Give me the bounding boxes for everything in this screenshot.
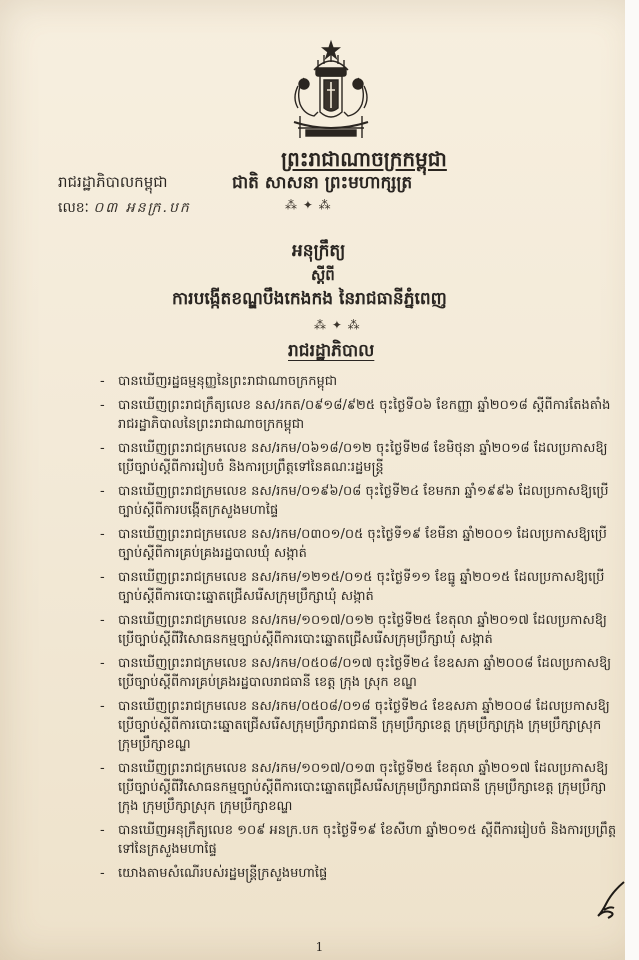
list-item: - បានឃើញព្រះរាជក្រឹត្យលេខ នស/រកត/០៩១៨/៩២៥ ចុះថ្ងៃទី០៦ ខែកញ្ញា ឆ្នាំ២០១៨ ស្តីពីការតែងតាំងរាជរដ្ឋាភិបាលនៃព្រះរាជាណាចក្រកម្ពុជា bbox=[100, 396, 620, 434]
list-item: - បានឃើញព្រះរាជក្រមលេខ នស/រកម/១០១៧/០១២ ចុះថ្ងៃទី២៥ ខែតុលា ឆ្នាំ២០១៧ ដែលប្រកាសឱ្យប្រើច្បាប់ស្តីពីវិសោធនកម្មច្បាប់ស្តីពីការបោះឆ្នោតជ្រើសរើសក្រុមប្រឹក្សាឃុំ សង្កាត់ bbox=[100, 611, 620, 649]
list-item: - បានឃើញព្រះរាជក្រមលេខ នស/រកម/០១៩៦/០៨ ចុះថ្ងៃទី២៤ ខែមករា ឆ្នាំ១៩៩៦ ដែលប្រកាសឱ្យប្រើច្បាប់ស្តីពីការបង្កើតក្រសួងមហាផ្ទៃ bbox=[100, 482, 620, 520]
reference-label: លេខៈ bbox=[58, 200, 89, 216]
royal-coat-of-arms-emblem bbox=[284, 38, 378, 144]
title-ornament: ⁂ ✦ ⁂ bbox=[314, 318, 361, 332]
list-item: - បានឃើញព្រះរាជក្រមលេខ នស/រកម/១២១៥/០១៥ ចុះថ្ងៃទី១១ ខែធ្នូ ឆ្នាំ២០១៥ ដែលប្រកាសឱ្យប្រើច្បាប់ស្តីពីការបោះឆ្នោតជ្រើសរើសក្រុមប្រឹក្សាឃុំ សង្កាត់ bbox=[100, 568, 620, 606]
list-item: - បានឃើញព្រះរាជក្រមលេខ នស/រកម/០៥០៨/០១៧ ចុះថ្ងៃទី២៤ ខែឧសភា ឆ្នាំ២០០៨ ដែលប្រកាសឱ្យប្រើច្បាប់ស្តីពីការគ្រប់គ្រងរដ្ឋបាលរាជធានី ខេត្ត ក្រុង ស្រុក ខណ្ឌ bbox=[100, 654, 620, 692]
about-label: ស្ដីពី bbox=[311, 266, 335, 284]
document-type: អនុក្រឹត្យ bbox=[292, 241, 346, 261]
list-item: - បានឃើញព្រះរាជក្រមលេខ នស/រកម/០៣០១/០៥ ចុះថ្ងៃទី១៩ ខែមីនា ឆ្នាំ២០០១ ដែលប្រកាសឱ្យប្រើច្បាប់ស្តីពីការគ្រប់គ្រងរដ្ឋបាលឃុំ សង្កាត់ bbox=[100, 525, 620, 563]
list-item: - បានឃើញព្រះរាជក្រមលេខ នស/រកម/១០១៧/០១៣ ចុះថ្ងៃទី២៥ ខែតុលា ឆ្នាំ២០១៧ ដែលប្រកាសឱ្យប្រើច្បាប់ស្តីពីវិសោធនកម្មច្បាប់ស្តីពីការបោះឆ្នោតជ្រើសរើសក្រុមប្រឹក្សារាជធានី ក្រុមប្រឹក្សាខេត្ត ក្រុមប្រឹក្សាក្រុង ក្រុមប្រឹក្សាស្រុក ក្រុមប្រឹក្សាខណ្ឌ bbox=[100, 759, 620, 816]
list-item: - បានឃើញព្រះរាជក្រមលេខ នស/រកម/០៥០៨/០១៨ ចុះថ្ងៃទី២៤ ខែឧសភា ឆ្នាំ២០០៨ ដែលប្រកាសឱ្យប្រើច្បាប់ស្តីពីការបោះឆ្នោតជ្រើសរើសក្រុមប្រឹក្សារាជធានី ក្រុមប្រឹក្សាខេត្ត ក្រុមប្រឹក្សាក្រុង ក្រុមប្រឹក្សាស្រុក ក្រុមប្រឹក្សាខណ្ឌ bbox=[100, 697, 620, 754]
legal-basis-list bbox=[100, 372, 620, 888]
signature-mark bbox=[590, 880, 630, 920]
national-motto: ជាតិ សាសនា ព្រះមហាក្សត្រ bbox=[232, 173, 413, 193]
page-number: 1 bbox=[315, 940, 324, 954]
document-subject: ការបង្កើតខណ្ឌបឹងកេងកង នៃរាជធានីភ្នំពេញ bbox=[172, 289, 447, 309]
list-item: - បានឃើញរដ្ឋធម្មនុញ្ញនៃព្រះរាជាណាចក្រកម្ពុជា bbox=[100, 372, 620, 391]
list-item: - បានឃើញព្រះរាជក្រមលេខ នស/រកម/០៦១៨/០១២ ចុះថ្ងៃទី២៨ ខែមិថុនា ឆ្នាំ២០១៨ ដែលប្រកាសឱ្យប្រើច្បាប់ស្តីពីការរៀបចំ និងការប្រព្រឹត្តទៅនៃគណៈរដ្ឋមន្ត្រី bbox=[100, 439, 620, 477]
header-ornament: ⁂ ✦ ⁂ bbox=[285, 198, 332, 212]
kingdom-name: ព្រះរាជាណាចក្រកម្ពុជា bbox=[281, 147, 447, 171]
page-margin-strip bbox=[625, 0, 639, 960]
list-item: - បានឃើញអនុក្រឹត្យលេខ ១០៩ អនក្រ.បក ចុះថ្ងៃទី១៩ ខែសីហា ឆ្នាំ២០១៥ ស្តីពីការរៀបចំ និងការប្រព្រឹត្តទៅនៃក្រសួងមហាផ្ទៃ bbox=[100, 821, 620, 859]
reference-value: ០៣ អនក្រ.បក bbox=[93, 200, 191, 216]
section-heading: រាជរដ្ឋាភិបាល bbox=[288, 341, 375, 361]
list-item: - យោងតាមសំណើរបស់រដ្ឋមន្ត្រីក្រសួងមហាផ្ទៃ bbox=[100, 864, 620, 883]
government-name: រាជរដ្ឋាភិបាលកម្ពុជា bbox=[58, 173, 168, 191]
reference-number bbox=[58, 198, 191, 219]
